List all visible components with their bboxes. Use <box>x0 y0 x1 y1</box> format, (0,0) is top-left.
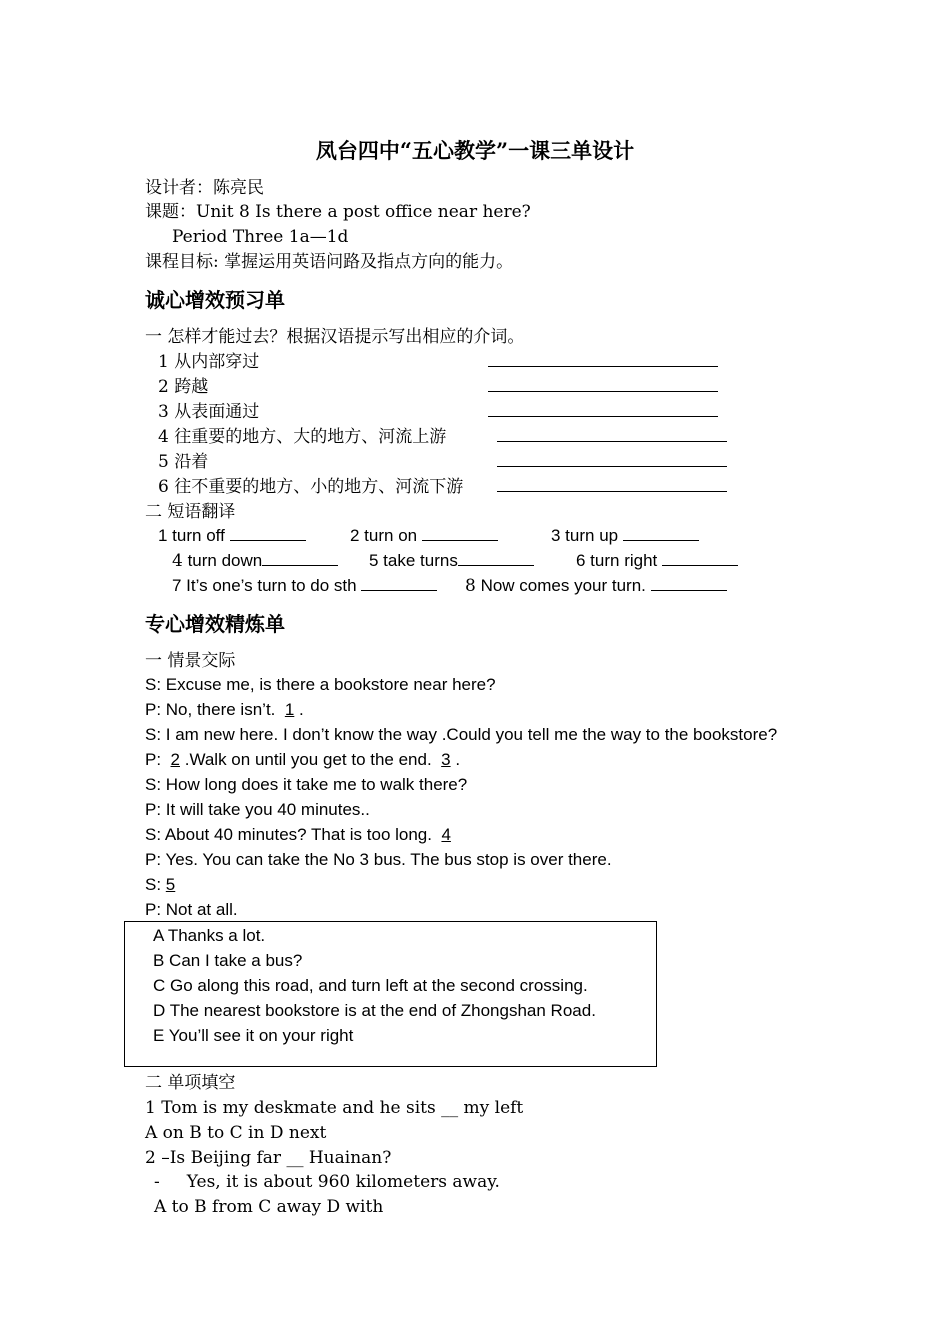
document-title: 凤台四中“五心教学”一课三单设计 <box>315 138 635 163</box>
option-d: D The nearest bookstore is at the end of Zhongshan Road. <box>153 1001 596 1020</box>
phrase-blank-2[interactable] <box>422 524 498 541</box>
phrase-blank-7[interactable] <box>361 574 437 591</box>
phrase-blank-6[interactable] <box>662 549 738 566</box>
dialog-line-2: P: No, there isn’t. 1 . <box>145 700 304 719</box>
dialog-line-9: S: 5 <box>145 875 176 894</box>
goal-line: 课程目标: 掌握运用英语问路及指点方向的能力。 <box>145 252 514 272</box>
dialog-line-10: P: Not at all. <box>145 900 238 919</box>
dialog-blank-3[interactable]: 3 <box>441 750 451 769</box>
phrase-item-4: 4 turn down <box>172 549 338 573</box>
question-1: 1 Tom is my deskmate and he sits __ my left <box>145 1098 524 1118</box>
prep-item-3: 3 从表面通过 <box>158 402 260 422</box>
option-c: C Go along this road, and turn left at the second crossing. <box>153 976 588 995</box>
topic-line: 课题：Unit 8 Is there a post office near here? <box>145 202 531 222</box>
phrase-blank-1[interactable] <box>230 524 306 541</box>
phrase-item-7: 7 It’s one’s turn to do sth <box>172 574 437 598</box>
dialog-line-6: P: It will take you 40 minutes.. <box>145 800 370 819</box>
answer-blank-2[interactable] <box>488 375 718 392</box>
dialog-line-7: S: About 40 minutes? That is too long. 4 <box>145 825 451 844</box>
designer-line: 设计者：陈亮民 <box>145 178 264 198</box>
dialog-blank-4[interactable]: 4 <box>441 825 451 844</box>
dialog-line-4: P: 2 .Walk on until you get to the end. 3 . <box>145 750 461 769</box>
prep-item-4: 4 往重要的地方、大的地方、河流上游 <box>158 427 447 447</box>
option-b: B Can I take a bus? <box>153 951 303 970</box>
phrase-item-1: 1 turn off <box>158 524 306 548</box>
answer-blank-3[interactable] <box>488 400 718 417</box>
question-1-choices: A on B to C in D next <box>145 1123 327 1143</box>
question-2-reply: - Yes, it is about 960 kilometers away. <box>154 1172 500 1192</box>
dialog-line-3: S: I am new here. I don’t know the way .Could you tell me the way to the bookstore? <box>145 725 778 744</box>
phrase-item-5: 5 take turns <box>369 549 534 573</box>
phrase-blank-4[interactable] <box>262 549 338 566</box>
section2-part1-title: 一 情景交际 <box>145 651 236 671</box>
option-e: E You’ll see it on your right <box>153 1026 354 1045</box>
section1-part1-title: 一 怎样才能过去？根据汉语提示写出相应的介词。 <box>145 327 525 347</box>
dialog-line-8: P: Yes. You can take the No 3 bus. The bus stop is over there. <box>145 850 612 869</box>
phrase-item-6: 6 turn right <box>576 549 738 573</box>
prep-item-1: 1 从内部穿过 <box>158 352 260 372</box>
phrase-blank-3[interactable] <box>623 524 699 541</box>
question-2: 2 –Is Beijing far __ Huainan? <box>145 1148 392 1168</box>
dialog-blank-5[interactable]: 5 <box>165 875 176 894</box>
phrase-item-3: 3 turn up <box>551 524 699 548</box>
dialog-blank-2[interactable]: 2 <box>170 750 180 769</box>
phrase-item-2: 2 turn on <box>350 524 498 548</box>
options-box <box>124 921 657 1067</box>
answer-blank-6[interactable] <box>497 475 727 492</box>
section1-heading: 诚心增效预习单 <box>145 288 285 312</box>
phrase-blank-5[interactable] <box>458 549 534 566</box>
section1-part2-title: 二 短语翻译 <box>145 502 236 522</box>
dialog-line-5: S: How long does it take me to walk there? <box>145 775 468 794</box>
phrase-item-8: 8 Now comes your turn. <box>465 574 727 598</box>
period-line: Period Three 1a—1d <box>172 227 349 247</box>
answer-blank-1[interactable] <box>488 350 718 367</box>
answer-blank-4[interactable] <box>497 425 727 442</box>
section2-heading: 专心增效精炼单 <box>145 612 285 636</box>
option-a: A Thanks a lot. <box>153 926 266 945</box>
dialog-line-1: S: Excuse me, is there a bookstore near here? <box>145 675 496 694</box>
prep-item-2: 2 跨越 <box>158 377 209 397</box>
prep-item-5: 5 沿着 <box>158 452 209 472</box>
dialog-blank-1[interactable]: 1 <box>284 700 295 719</box>
prep-item-6: 6 往不重要的地方、小的地方、河流下游 <box>158 477 464 497</box>
section2-part2-title: 二 单项填空 <box>145 1073 236 1093</box>
question-2-choices: A to B from C away D with <box>154 1197 384 1217</box>
phrase-blank-8[interactable] <box>651 574 727 591</box>
answer-blank-5[interactable] <box>497 450 727 467</box>
